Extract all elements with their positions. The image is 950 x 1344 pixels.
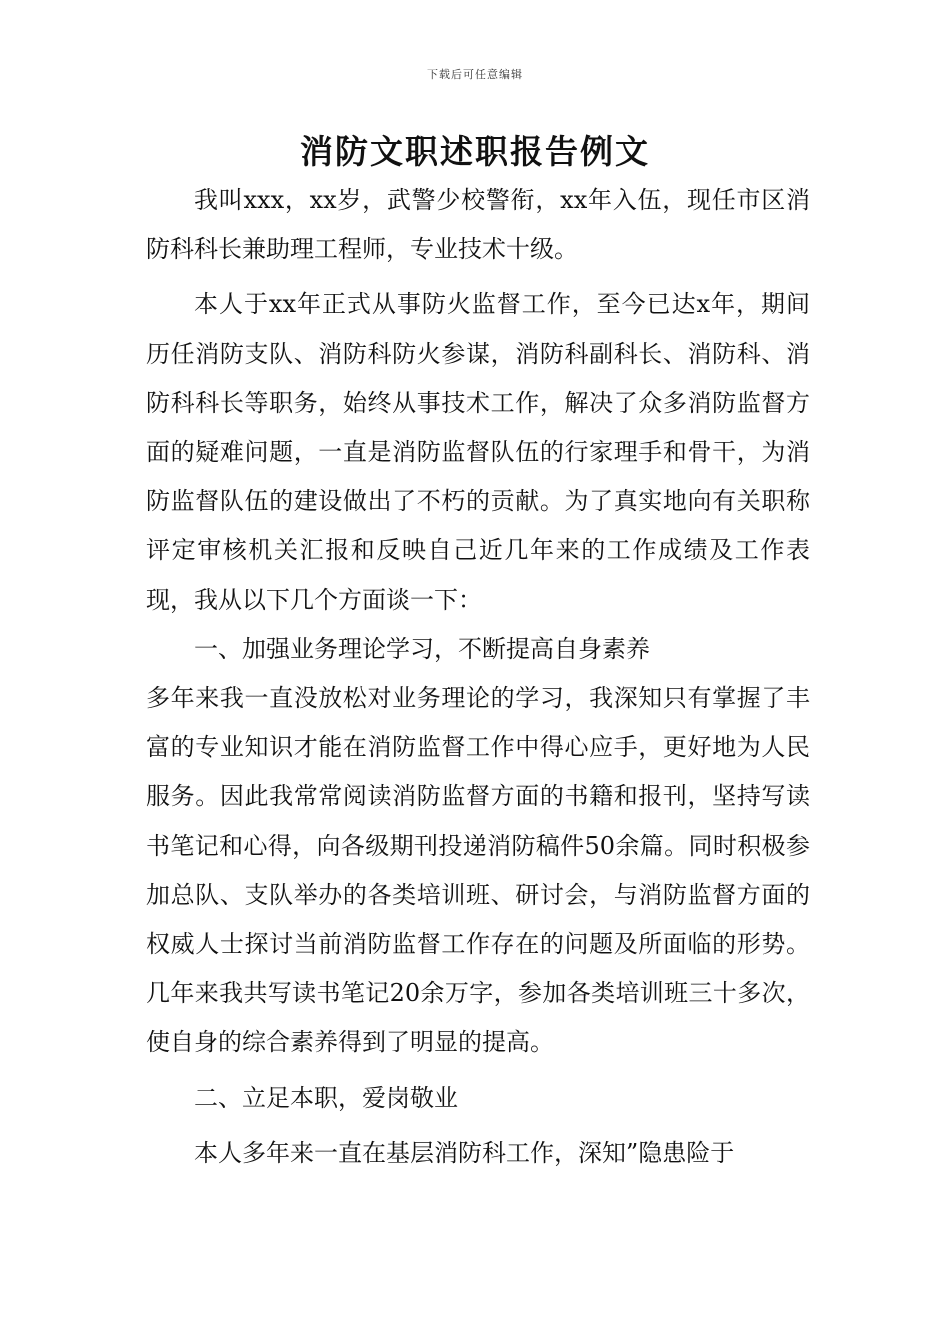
section-heading-2: 二、立足本职，爱岗敬业 bbox=[194, 1083, 458, 1112]
paragraph-study: 多年来我一直没放松对业务理论的学习，我深知只有掌握了丰富的专业知识才能在消防监督工作中得心应手，更好地为人民服务。因此我常常阅读消防监督方面的书籍和报刊，坚持写读书笔记和心得，向各级期刊投递消防稿件50余篇。同时积极参加总队、支队举办的各类培训班、研讨会，与消防监督方面的权威人士探讨当前消防监督工作存在的问题及所面临的形势。几年来我共写读书笔记20余万字，参加各类培训班三十多次，使自身的综合素养得到了明显的提高。 bbox=[146, 684, 810, 1057]
paragraph-career: 本人于xx年正式从事防火监督工作，至今已达x年，期间历任消防支队、消防科防火参谋，消防科副科长、消防科、消防科科长等职务，始终从事技术工作，解决了众多消防监督方面的疑难问题，一直是消防监督队伍的行家理手和骨干，为消防监督队伍的建设做出了不朽的贡献。为了真实地向有关职称评定审核机关汇报和反映自己近几年来的工作成绩及工作表现，我从以下几个方面谈一下： bbox=[146, 290, 810, 614]
paragraph-duty: 本人多年来一直在基层消防科工作，深知”隐患险于 bbox=[194, 1138, 735, 1167]
document-title: 消防文职述职报告例文 bbox=[300, 132, 650, 171]
section-heading-1: 一、加强业务理论学习，不断提高自身素养 bbox=[194, 634, 650, 663]
header-note: 下载后可任意编辑 bbox=[427, 68, 523, 81]
document-body bbox=[146, 176, 810, 1178]
paragraph-intro: 我叫xxx，xx岁，武警少校警衔，xx年入伍，现任市区消防科科长兼助理工程师，专业技术十级。 bbox=[146, 186, 810, 264]
